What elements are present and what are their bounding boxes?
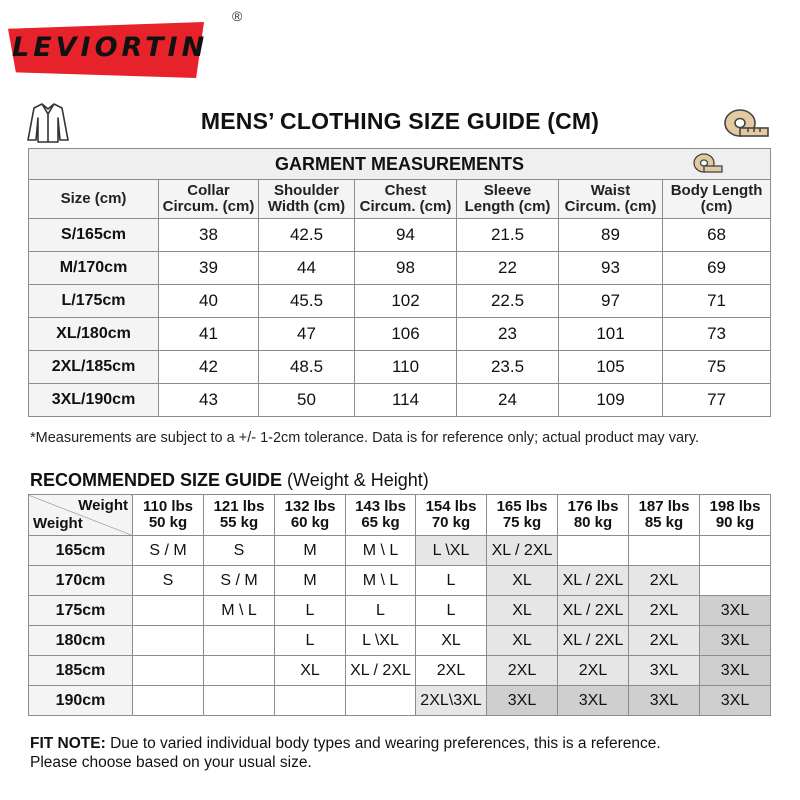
size-recommendation-cell: 3XL <box>558 686 629 716</box>
page-title: MENS’ CLOTHING SIZE GUIDE (CM) <box>200 108 600 134</box>
measurement-cell: 47 <box>259 318 355 351</box>
table-corner-cell <box>29 495 133 536</box>
corner-bottom-label: Weight <box>33 515 83 532</box>
size-recommendation-cell: S / M <box>133 536 204 566</box>
size-recommendation-cell: XL <box>487 566 558 596</box>
height-label: 170cm <box>29 566 133 596</box>
garment-measurements-table <box>28 148 771 417</box>
size-recommendation-cell <box>133 656 204 686</box>
size-recommendation-cell: S <box>133 566 204 596</box>
size-recommendation-cell: L <box>275 596 346 626</box>
measurement-cell: 73 <box>663 318 771 351</box>
size-recommendation-cell: M <box>275 566 346 596</box>
size-recommendation-cell: 3XL <box>700 656 771 686</box>
size-recommendation-cell: XL / 2XL <box>558 566 629 596</box>
height-label: 175cm <box>29 596 133 626</box>
table-row <box>29 252 771 285</box>
size-recommendation-cell: 2XL <box>487 656 558 686</box>
size-recommendation-cell: 2XL <box>558 656 629 686</box>
table-row <box>29 566 771 596</box>
column-header: Sleeve Length (cm) <box>457 180 559 219</box>
measurement-cell: 105 <box>559 351 663 384</box>
size-recommendation-cell: 2XL <box>629 626 700 656</box>
size-recommendation-cell: XL <box>416 626 487 656</box>
table-row <box>29 596 771 626</box>
size-recommendation-cell: 2XL <box>416 656 487 686</box>
measurement-cell: 41 <box>159 318 259 351</box>
measurement-cell: 94 <box>355 219 457 252</box>
measurement-cell: 109 <box>559 384 663 417</box>
column-header: Waist Circum. (cm) <box>559 180 663 219</box>
weight-header: 110 lbs 50 kg <box>133 495 204 536</box>
size-recommendation-cell <box>629 536 700 566</box>
size-recommendation-cell: M <box>275 536 346 566</box>
size-recommendation-cell: 3XL <box>700 686 771 716</box>
measurement-cell: 98 <box>355 252 457 285</box>
size-recommendation-cell <box>275 686 346 716</box>
measurement-cell: 21.5 <box>457 219 559 252</box>
measurement-cell: 77 <box>663 384 771 417</box>
measurement-cell: 44 <box>259 252 355 285</box>
weight-header: 132 lbs 60 kg <box>275 495 346 536</box>
weight-header: 198 lbs 90 kg <box>700 495 771 536</box>
size-recommendation-cell: XL / 2XL <box>558 626 629 656</box>
size-recommendation-cell: 2XL\3XL <box>416 686 487 716</box>
measurement-cell: 93 <box>559 252 663 285</box>
measurement-cell: 101 <box>559 318 663 351</box>
height-label: 165cm <box>29 536 133 566</box>
size-recommendation-cell: 3XL <box>700 596 771 626</box>
column-header: Chest Circum. (cm) <box>355 180 457 219</box>
size-recommendation-cell: S / M <box>204 566 275 596</box>
registered-mark: ® <box>232 8 243 24</box>
measuring-tape-icon <box>692 151 724 180</box>
column-header: Size (cm) <box>29 180 159 219</box>
measuring-tape-icon <box>722 106 770 145</box>
measurement-cell: 75 <box>663 351 771 384</box>
size-recommendation-cell <box>133 686 204 716</box>
size-recommendation-cell <box>204 686 275 716</box>
measurement-cell: 40 <box>159 285 259 318</box>
measurement-cell: 23.5 <box>457 351 559 384</box>
measurement-cell: 89 <box>559 219 663 252</box>
weight-header: 121 lbs 55 kg <box>204 495 275 536</box>
size-label: 2XL/185cm <box>29 351 159 384</box>
size-recommendation-cell <box>204 656 275 686</box>
recommended-title: RECOMMENDED SIZE GUIDE (Weight & Height) <box>30 470 429 490</box>
table-row <box>29 536 771 566</box>
table-row <box>29 351 771 384</box>
size-recommendation-cell <box>204 626 275 656</box>
size-recommendation-cell: XL / 2XL <box>487 536 558 566</box>
size-recommendation-cell: XL / 2XL <box>558 596 629 626</box>
table-row <box>29 626 771 656</box>
size-recommendation-cell: XL <box>275 656 346 686</box>
table-row <box>29 285 771 318</box>
weight-header: 176 lbs 80 kg <box>558 495 629 536</box>
height-label: 185cm <box>29 656 133 686</box>
measurement-cell: 110 <box>355 351 457 384</box>
size-label: S/165cm <box>29 219 159 252</box>
size-recommendation-cell <box>700 536 771 566</box>
measurement-cell: 114 <box>355 384 457 417</box>
corner-top-label: Weight <box>78 497 128 514</box>
size-recommendation-cell: L \XL <box>416 536 487 566</box>
size-recommendation-cell: L <box>416 566 487 596</box>
table-row <box>29 656 771 686</box>
weight-header: 187 lbs 85 kg <box>629 495 700 536</box>
tolerance-note: *Measurements are subject to a +/- 1-2cm tolerance. Data is for reference only; actual product may vary. <box>30 430 700 446</box>
measurement-cell: 22 <box>457 252 559 285</box>
measurement-cell: 102 <box>355 285 457 318</box>
measurement-cell: 42.5 <box>259 219 355 252</box>
size-recommendation-cell: L <box>346 596 416 626</box>
size-recommendation-cell <box>700 566 771 596</box>
measurement-cell: 24 <box>457 384 559 417</box>
table-row <box>29 318 771 351</box>
size-recommendation-cell <box>558 536 629 566</box>
size-recommendation-cell <box>133 626 204 656</box>
size-recommendation-cell: L <box>275 626 346 656</box>
brand-logo: LEVIORTIN <box>12 32 209 63</box>
column-header: Body Length (cm) <box>663 180 771 219</box>
measurement-cell: 43 <box>159 384 259 417</box>
column-header: Collar Circum. (cm) <box>159 180 259 219</box>
measurement-cell: 39 <box>159 252 259 285</box>
table-row <box>29 219 771 252</box>
measurement-cell: 23 <box>457 318 559 351</box>
size-recommendation-cell: XL <box>487 626 558 656</box>
measurement-cell: 68 <box>663 219 771 252</box>
size-label: 3XL/190cm <box>29 384 159 417</box>
weight-header: 154 lbs 70 kg <box>416 495 487 536</box>
measurement-cell: 48.5 <box>259 351 355 384</box>
fit-note: FIT NOTE: Due to varied individual body types and wearing preferences, this is a reference. Please choose based on your usual size. <box>30 735 661 771</box>
height-label: 180cm <box>29 626 133 656</box>
size-recommendation-cell: L <box>416 596 487 626</box>
size-recommendation-cell <box>346 686 416 716</box>
weight-header: 165 lbs 75 kg <box>487 495 558 536</box>
size-recommendation-cell: XL <box>487 596 558 626</box>
size-recommendation-cell: M \ L <box>346 566 416 596</box>
size-recommendation-cell: S <box>204 536 275 566</box>
size-recommendation-cell: 2XL <box>629 566 700 596</box>
size-recommendation-cell: M \ L <box>346 536 416 566</box>
size-label: L/175cm <box>29 285 159 318</box>
table-row <box>29 384 771 417</box>
size-recommendation-cell: 3XL <box>629 656 700 686</box>
measurement-cell: 50 <box>259 384 355 417</box>
measurement-cell: 38 <box>159 219 259 252</box>
size-label: M/170cm <box>29 252 159 285</box>
measurement-cell: 106 <box>355 318 457 351</box>
weight-header: 143 lbs 65 kg <box>346 495 416 536</box>
measurement-cell: 42 <box>159 351 259 384</box>
size-recommendation-cell: 3XL <box>487 686 558 716</box>
size-recommendation-cell: L \XL <box>346 626 416 656</box>
size-recommendation-cell: 2XL <box>629 596 700 626</box>
measurement-cell: 45.5 <box>259 285 355 318</box>
size-recommendation-cell: M \ L <box>204 596 275 626</box>
table-row <box>29 686 771 716</box>
garment-heading: GARMENT MEASUREMENTS <box>29 149 771 180</box>
measurement-cell: 97 <box>559 285 663 318</box>
size-recommendation-cell: XL / 2XL <box>346 656 416 686</box>
measurement-cell: 71 <box>663 285 771 318</box>
size-recommendation-cell <box>133 596 204 626</box>
size-recommendation-cell: 3XL <box>629 686 700 716</box>
column-header: Shoulder Width (cm) <box>259 180 355 219</box>
size-label: XL/180cm <box>29 318 159 351</box>
height-label: 190cm <box>29 686 133 716</box>
measurement-cell: 22.5 <box>457 285 559 318</box>
recommended-size-table <box>28 494 771 716</box>
measurement-cell: 69 <box>663 252 771 285</box>
size-recommendation-cell: 3XL <box>700 626 771 656</box>
